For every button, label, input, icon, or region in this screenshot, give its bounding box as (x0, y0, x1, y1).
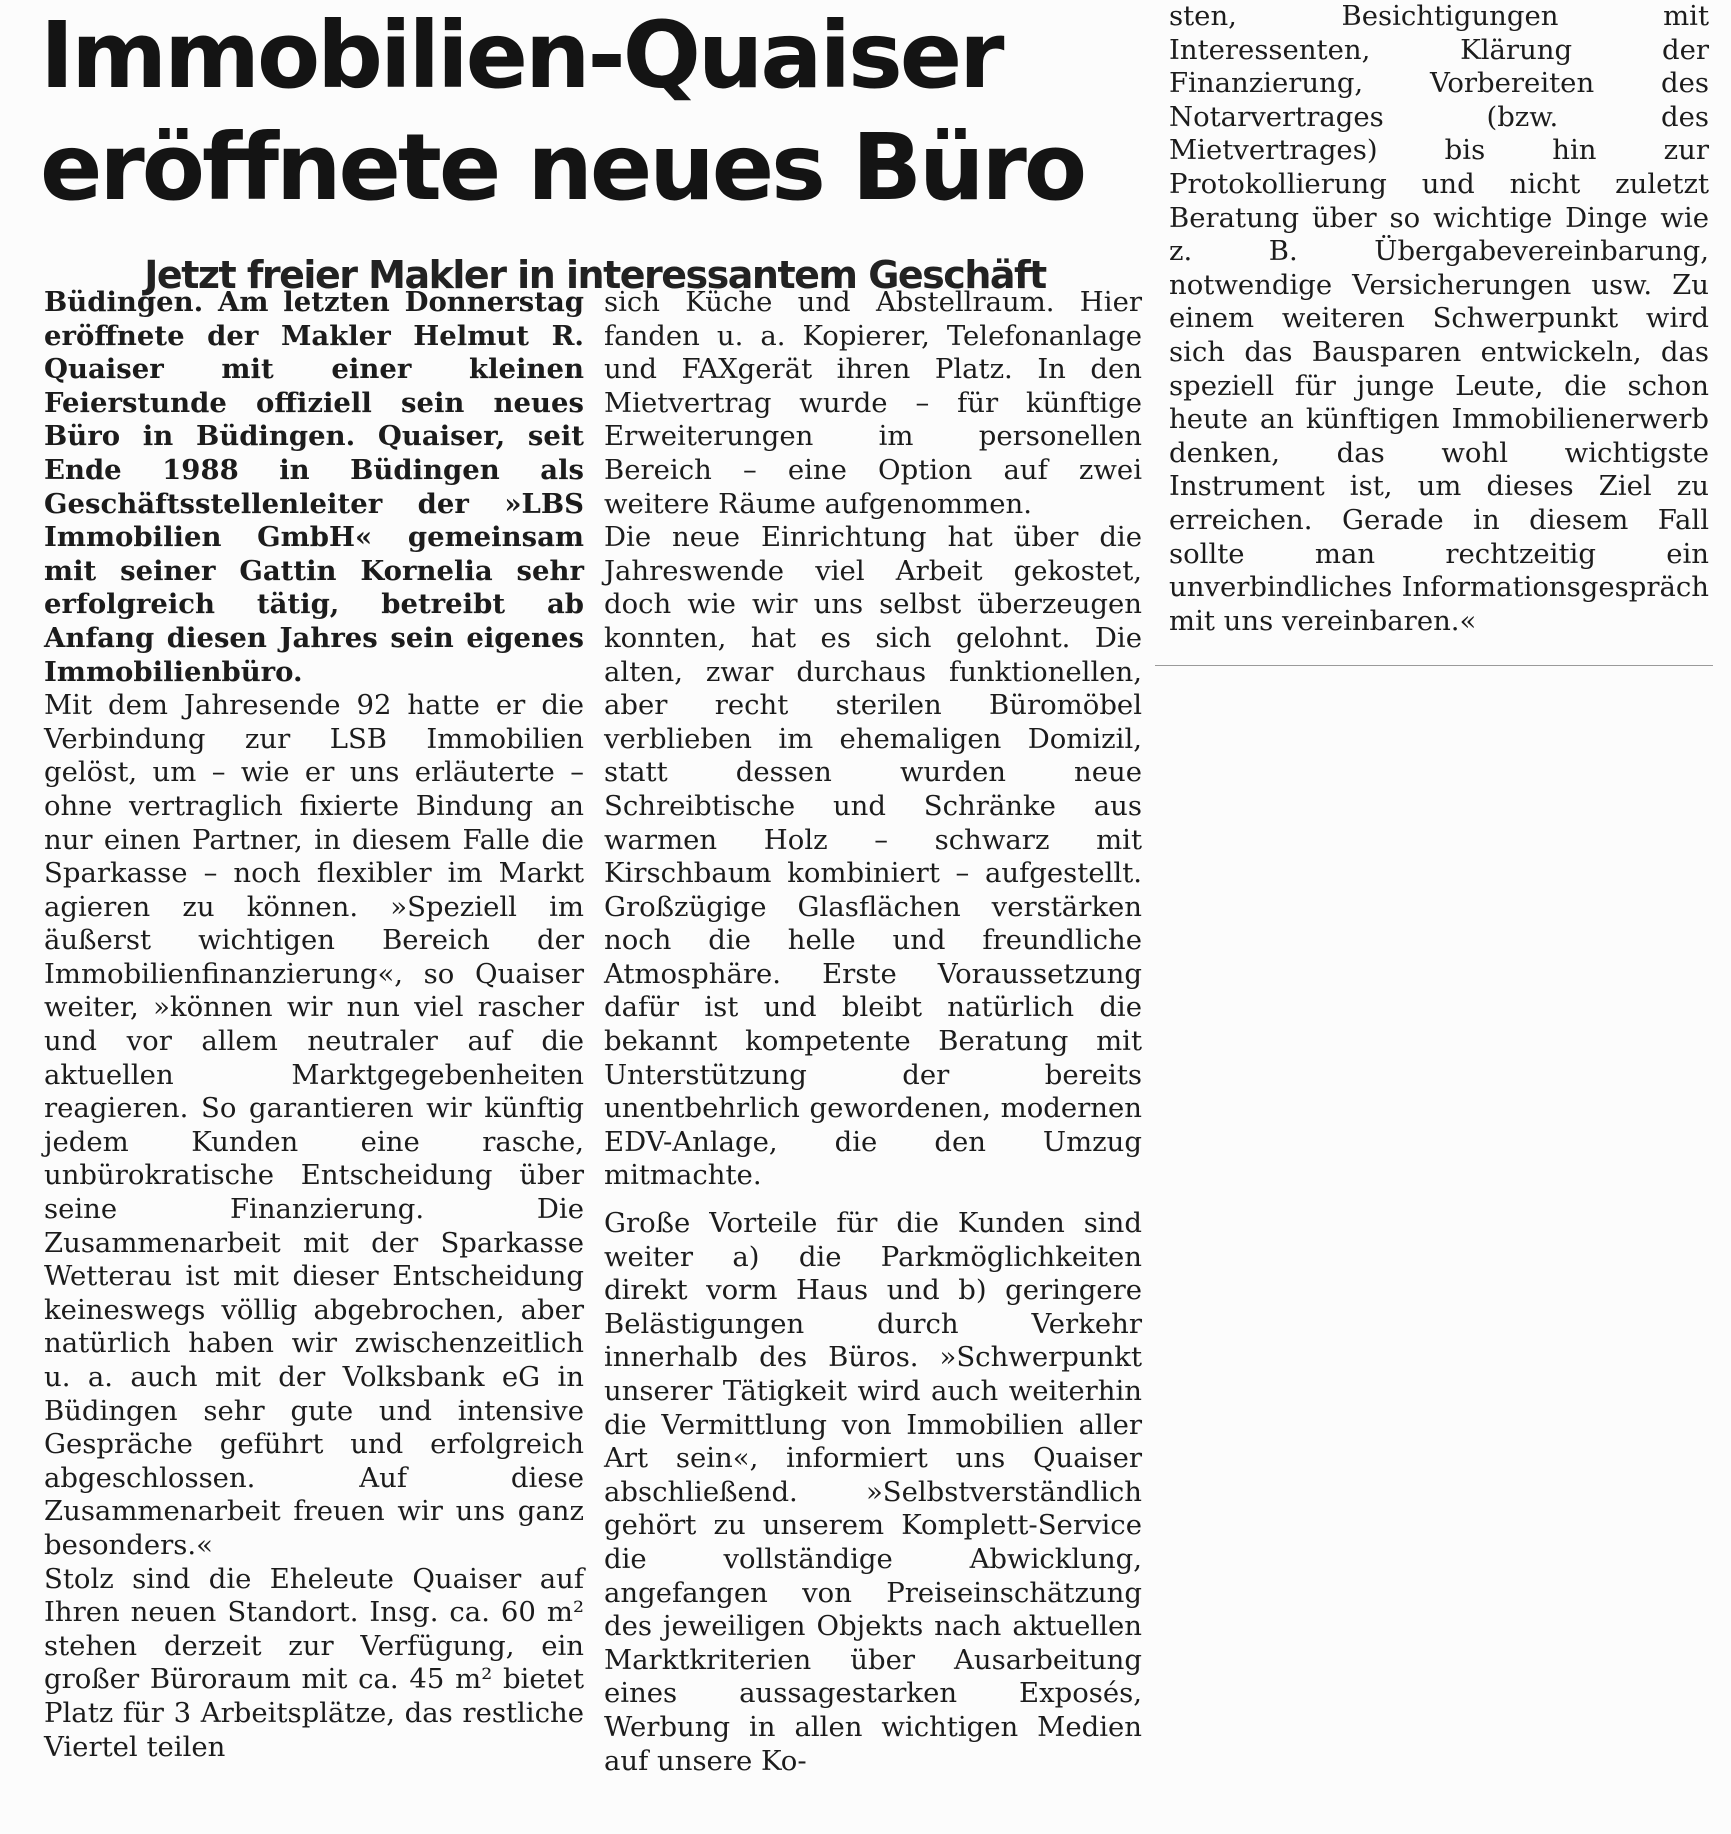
article-column-2 (604, 286, 1142, 1778)
column-end-rule (1155, 665, 1713, 666)
article-column-1 (44, 286, 584, 1764)
body-paragraph: sten, Besichtigungen mit Interessenten, Klärung der Finanzierung, Vorbereiten des Notarvertrages (bzw. des Mietvertrages) bis hin zur Protokollierung und nicht zuletzt Beratung über so wichtige Dinge wie z. B. Übergabevereinbarung, notwendige Versicherungen usw. Zu einem weiteren Schwerpunkt wird sich das Bausparen entwickeln, das speziell für junge Leute, die schon heute an künftigen Immobilienerwerb denken, das wohl wichtigste Instrument ist, um dieses Ziel zu erreichen. Gerade in diesem Fall sollte man rechtzeitig ein unverbindliches Informationsgespräch mit uns vereinbaren.« (1169, 0, 1709, 637)
lead-paragraph: Büdingen. Am letzten Donnerstag eröffnete der Makler Helmut R. Quaiser mit einer kleinen Feierstunde offiziell sein neues Büro in Büdingen. Quaiser, seit Ende 1988 in Büdingen als Geschäftsstellenleiter der »LBS Immobilien GmbH« gemeinsam mit seiner Gattin Kornelia sehr erfolgreich tätig, betreibt ab Anfang diesen Jahres sein eigenes Immobilienbüro. (44, 286, 584, 688)
body-paragraph: Mit dem Jahresende 92 hatte er die Verbindung zur LSB Immobilien gelöst, um – wie er uns erläuterte – ohne vertraglich fixierte Bindung an nur einen Partner, in diesem Falle die Sparkasse – noch flexibler im Markt agieren zu können. »Speziell im äußerst wichtigen Bereich der Immobilienfinanzierung«, so Quaiser weiter, »können wir nun viel rascher und vor allem neutraler auf die aktuellen Marktgegebenheiten reagieren. So garantieren wir künftig jedem Kunden eine rasche, unbürokratische Entscheidung über seine Finanzierung. Die Zusammenarbeit mit der Sparkasse Wetterau ist mit dieser Entscheidung keineswegs völlig abgebrochen, aber natürlich haben wir zwischenzeitlich u. a. auch mit der Volksbank eG in Büdingen sehr gute und intensive Gespräche geführt und erfolgreich abgeschlossen. Auf diese Zusammenarbeit freuen wir uns ganz besonders.« (44, 689, 584, 1561)
headline-line-2: eröffnete neues Büro (40, 114, 1085, 221)
headline-line-1: Immobilien-Quaiser (40, 2, 1002, 109)
article-column-3 (1169, 0, 1709, 638)
body-paragraph: sich Küche und Abstellraum. Hier fanden u. a. Kopierer, Telefonanlage und FAXgerät ihren Platz. In den Mietvertrag wurde – für künftige Erweiterungen im personellen Bereich – eine Option auf zwei weitere Räume aufgenommen. (604, 286, 1142, 520)
body-paragraph: Die neue Einrichtung hat über die Jahreswende viel Arbeit gekostet, doch wie wir uns selbst überzeugen konnten, hat es sich gelohnt. Die alten, zwar durchaus funktionellen, aber recht sterilen Büromöbel verblieben im ehemaligen Domizil, statt dessen wurden neue Schreibtische und Schränke aus warmen Holz – schwarz mit Kirschbaum kombiniert – aufgestellt. Großzügige Glasflächen verstärken noch die helle und freundliche Atmosphäre. Erste Voraussetzung dafür ist und bleibt natürlich die bekannt kompetente Beratung mit Unterstützung der bereits unentbehrlich gewordenen, modernen EDV-Anlage, die den Umzug mitmachte. (604, 521, 1142, 1192)
body-paragraph: Stolz sind die Eheleute Quaiser auf Ihren neuen Standort. Insg. ca. 60 m² stehen derzeit zur Verfügung, ein großer Büroraum mit ca. 45 m² bietet Platz für 3 Arbeitsplätze, das restliche Viertel teilen (44, 1562, 584, 1763)
subheadline: Jetzt freier Makler in interessantem Geschäft (144, 253, 1046, 297)
body-paragraph: Große Vorteile für die Kunden sind weiter a) die Parkmöglichkeiten direkt vorm Haus und b) geringere Belästigungen durch Verkehr innerhalb des Büros. »Schwerpunkt unserer Tätigkeit wird auch weiterhin die Vermittlung von Immobilien aller Art sein«, informiert uns Quaiser abschließend. »Selbstverständlich gehört zu unserem Komplett-Service die vollständige Abwicklung, angefangen von Preiseinschätzung des jeweiligen Objekts nach aktuellen Marktkriterien über Ausarbeitung eines aussagestarken Exposés, Werbung in allen wichtigen Medien auf unsere Ko- (604, 1207, 1142, 1777)
headline (40, 0, 1150, 224)
